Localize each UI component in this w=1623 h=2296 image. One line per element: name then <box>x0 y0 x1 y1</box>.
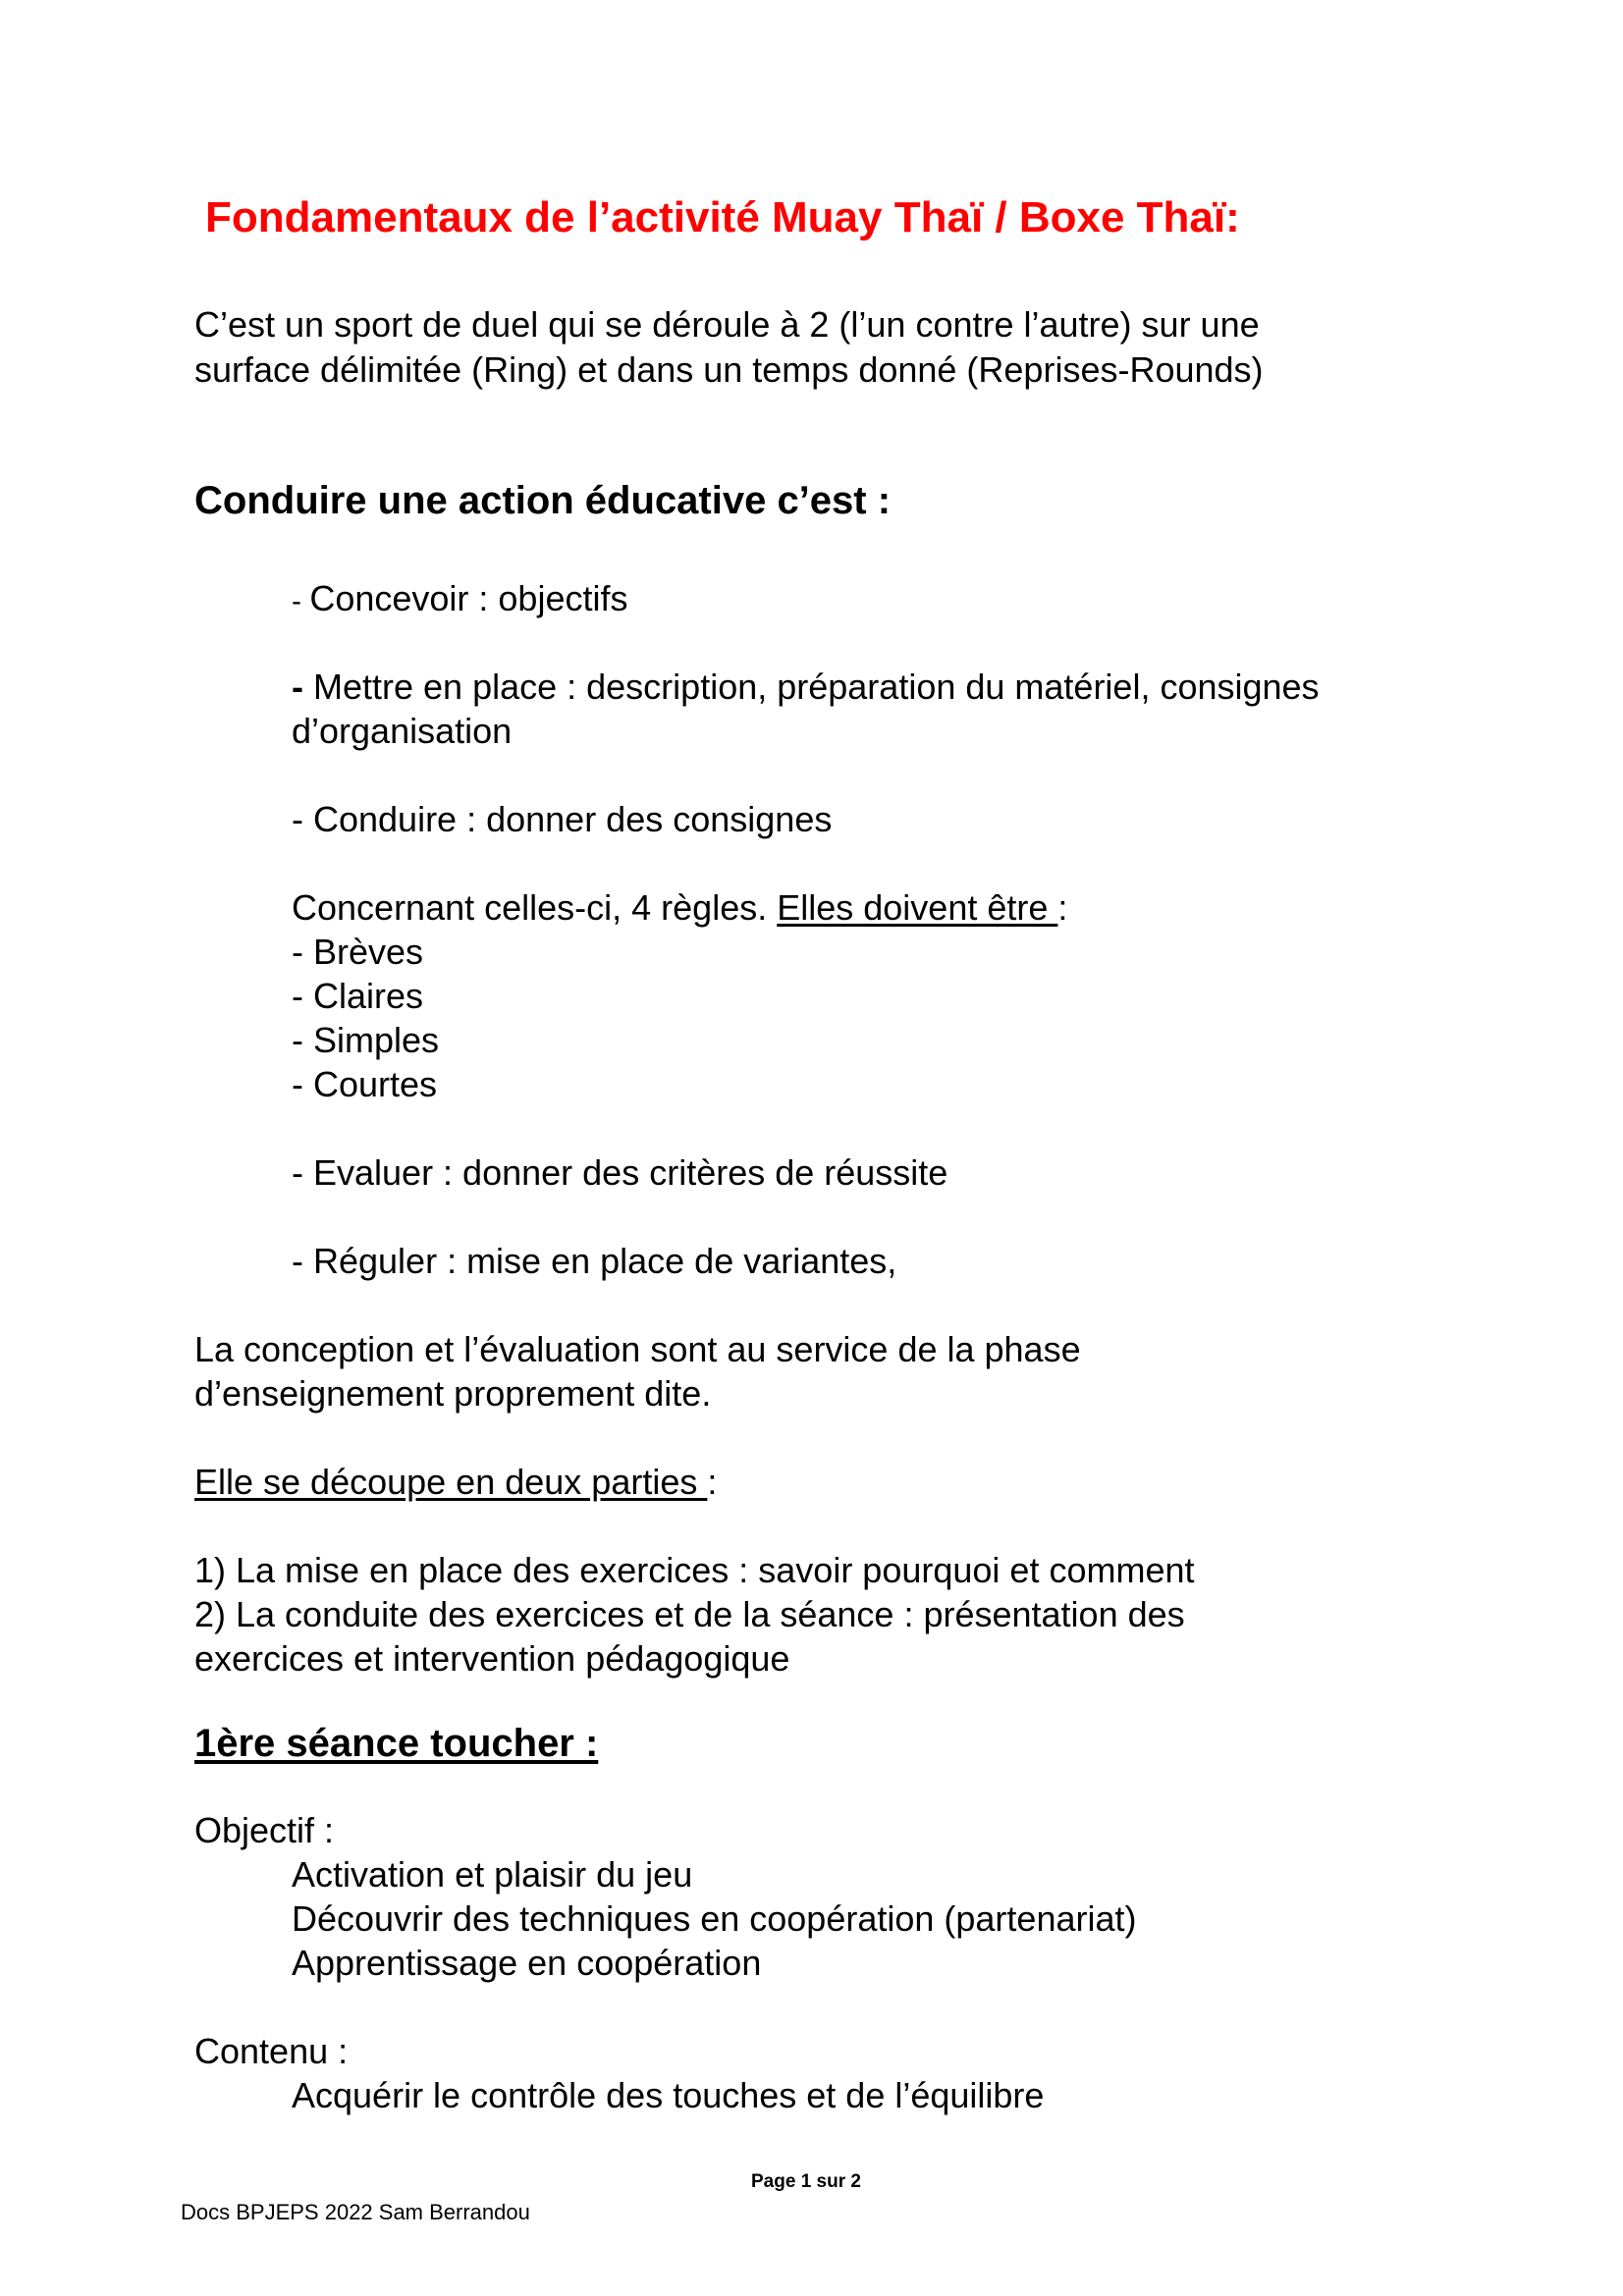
section-heading-seance: 1ère séance toucher : <box>194 1722 599 1765</box>
rules-intro-suffix: : <box>1057 887 1068 928</box>
section-heading-action-educative: Conduire une action éducative c’est : <box>194 479 892 522</box>
page-number: Page 1 sur 2 <box>751 2171 861 2192</box>
objectif-label: Objectif : <box>194 1810 335 1850</box>
rule-item: - Simples <box>292 1020 440 1060</box>
document-title: Fondamentaux de l’activité Muay Thaï / Boxe Thaï: <box>205 193 1240 241</box>
dash-marker: - <box>292 667 313 707</box>
rules-intro-underlined: Elles doivent être <box>777 887 1058 928</box>
part-2-line-1: 2) La conduite des exercices et de la séance : présentation des <box>194 1594 1185 1634</box>
contenu-label: Contenu : <box>194 2031 349 2071</box>
item-mettre-en-place-text: Mettre en place : description, préparation du matériel, consignes <box>313 667 1320 707</box>
dash-marker: - <box>292 585 310 617</box>
footer-source: Docs BPJEPS 2022 Sam Berrandou <box>181 2200 530 2224</box>
item-mettre-en-place-line-1 <box>292 665 1320 709</box>
decoupe-underlined: Elle se découpe en deux parties <box>194 1462 708 1502</box>
item-concevoir <box>292 576 627 623</box>
conception-line-1: La conception et l’évaluation sont au service de la phase <box>194 1329 1081 1369</box>
conception-line-2: d’enseignement proprement dite. <box>194 1373 712 1414</box>
objectif-item: Apprentissage en coopération <box>292 1943 762 1983</box>
contenu-item: Acquérir le contrôle des touches et de l’équilibre <box>292 2075 1045 2115</box>
part-1: 1) La mise en place des exercices : savoir pourquoi et comment <box>194 1550 1195 1590</box>
item-evaluer: - Evaluer : donner des critères de réussite <box>292 1152 948 1193</box>
item-reguler: - Réguler : mise en place de variantes, <box>292 1241 897 1281</box>
decoupe-suffix: : <box>707 1462 718 1502</box>
item-concevoir-text: Concevoir : objectifs <box>309 578 628 618</box>
item-conduire: - Conduire : donner des consignes <box>292 799 833 839</box>
rule-item: - Courtes <box>292 1064 438 1104</box>
intro-line-1: C’est un sport de duel qui se déroule à 2 (l’un contre l’autre) sur une <box>194 304 1260 345</box>
item-mettre-en-place-line-2: d’organisation <box>292 711 513 751</box>
rule-item: - Brèves <box>292 932 424 972</box>
rule-item: - Claires <box>292 976 424 1016</box>
intro-line-2: surface délimitée (Ring) et dans un temps donné (Reprises-Rounds) <box>194 349 1264 390</box>
decoupe-line <box>194 1460 717 1504</box>
rules-intro-prefix: Concernant celles-ci, 4 règles. <box>292 887 778 928</box>
rules-intro <box>292 885 1067 930</box>
objectif-item: Activation et plaisir du jeu <box>292 1854 693 1895</box>
part-2-line-2: exercices et intervention pédagogique <box>194 1638 790 1679</box>
objectif-item: Découvrir des techniques en coopération (partenariat) <box>292 1898 1137 1939</box>
